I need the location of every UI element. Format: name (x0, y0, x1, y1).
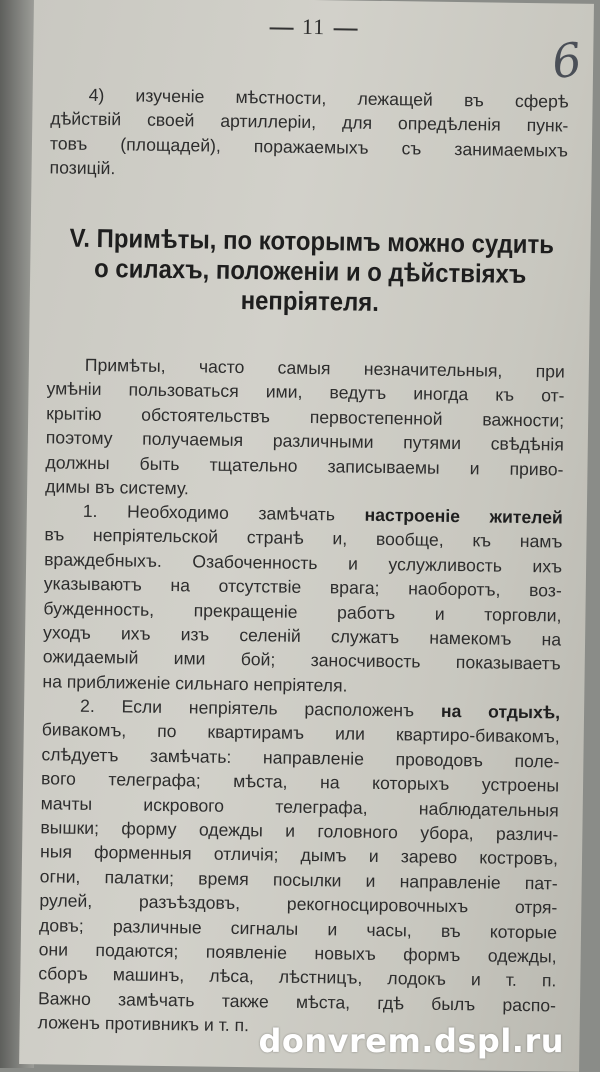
text-line: 4) изученіе мѣстности, лежащей въ сферѣ (88, 84, 569, 112)
heading-line: о силахъ, положеніи и о дѣйствіяхъ (93, 252, 527, 289)
text-line: умѣніи пользоваться ими, ведутъ иногда къ от- (46, 378, 565, 406)
text-line: позицій. (49, 157, 116, 179)
text-line: бивакомъ, по квартирамъ или квартиро-бивакомъ, (41, 719, 560, 747)
handwritten-page-mark: 6 (548, 31, 585, 90)
text-line: товъ (площадей), поражаемыхъ съ занимаемыхъ (49, 133, 569, 161)
intro-paragraph (45, 352, 565, 506)
text-line: въ непріятельской странѣ и, вообще, къ намъ (44, 524, 563, 552)
text-line: крытію обстоятельствъ первостепенной важности; (46, 403, 565, 431)
section-heading (52, 222, 568, 319)
dash-right (333, 28, 357, 30)
text-line: довъ; различные сигналы и часы, въ которые (38, 914, 558, 943)
heading-line: V. Примѣты, по которымъ можно судить (69, 222, 555, 260)
page-number: 11 (301, 13, 326, 40)
text-line: указываютъ на отсутствіе врага; наоборотъ, воз- (43, 573, 562, 601)
text-line: димы въ систему. (45, 476, 189, 499)
p2-emphasis: на отдыхѣ, (440, 700, 561, 723)
text-line: поэтому получаемыя различными путями свѣдѣнія (45, 427, 564, 455)
text-line: Примѣты, часто самыя незначительныя, при (84, 354, 565, 382)
site-watermark: donvrem.dspl.ru (258, 1022, 564, 1060)
text-line: на приближеніе сильнаго непріятеля. (42, 671, 348, 696)
p2-prefix: 2. Если непріятель расположенъ (79, 695, 415, 721)
text-line: вого телеграфа; мѣста, на которыхъ устроены (40, 768, 560, 796)
text-line: огни, палатки; время посылки и направленіе пат- (39, 866, 558, 894)
p1-prefix: 1. Необходимо замѣчать (82, 500, 336, 525)
dash-left (270, 27, 294, 29)
text-line: Важно замѣчать также мѣста, гдѣ былъ распо- (37, 988, 557, 1016)
paragraph-2 (38, 693, 561, 1042)
text-line: вышки; форму одежды и головного убора, различ- (40, 817, 559, 845)
text-line: слѣдуетъ замѣчать: направленіе проводовъ поле- (41, 744, 560, 772)
text-line: уходъ ихъ изъ селеній служатъ намекомъ на (43, 622, 562, 650)
item-4-paragraph (49, 82, 568, 187)
p1-emphasis: настроеніе жителей (364, 504, 563, 528)
page-number-header (33, 10, 593, 44)
text-line: сборъ машинъ, лѣса, лѣстницъ, лодокъ и т. п. (38, 963, 557, 991)
text-line: ложенъ противникъ и т. п. (37, 1012, 250, 1036)
text-line: они подаются; появленіе новыхъ формъ одежды, (38, 939, 557, 967)
book-page (19, 0, 594, 1072)
text-line: должны быть тщательно записываемы и приво- (45, 451, 564, 480)
text-line: дѣйствій своей артиллеріи, для опредѣленія пунк- (50, 108, 569, 136)
text-line: мачты искрового телеграфа, наблюдательныя (40, 792, 559, 821)
text-line: ныя форменныя отличія; дымъ и зарево костровъ, (39, 841, 559, 869)
text-line: ожидаемый ими бой; заносчивость показываетъ (42, 646, 561, 674)
text-line: бужденность, прекращеніе работъ и торговли, (43, 597, 562, 626)
paragraph-1 (42, 498, 563, 700)
text-line: враждебныхъ. Озабоченность и услужливость ихъ (44, 549, 563, 577)
text-line: рулей, разъѣздовъ, рекогносцировочныхъ отря- (39, 890, 558, 918)
heading-line: непріятеля. (240, 285, 380, 317)
